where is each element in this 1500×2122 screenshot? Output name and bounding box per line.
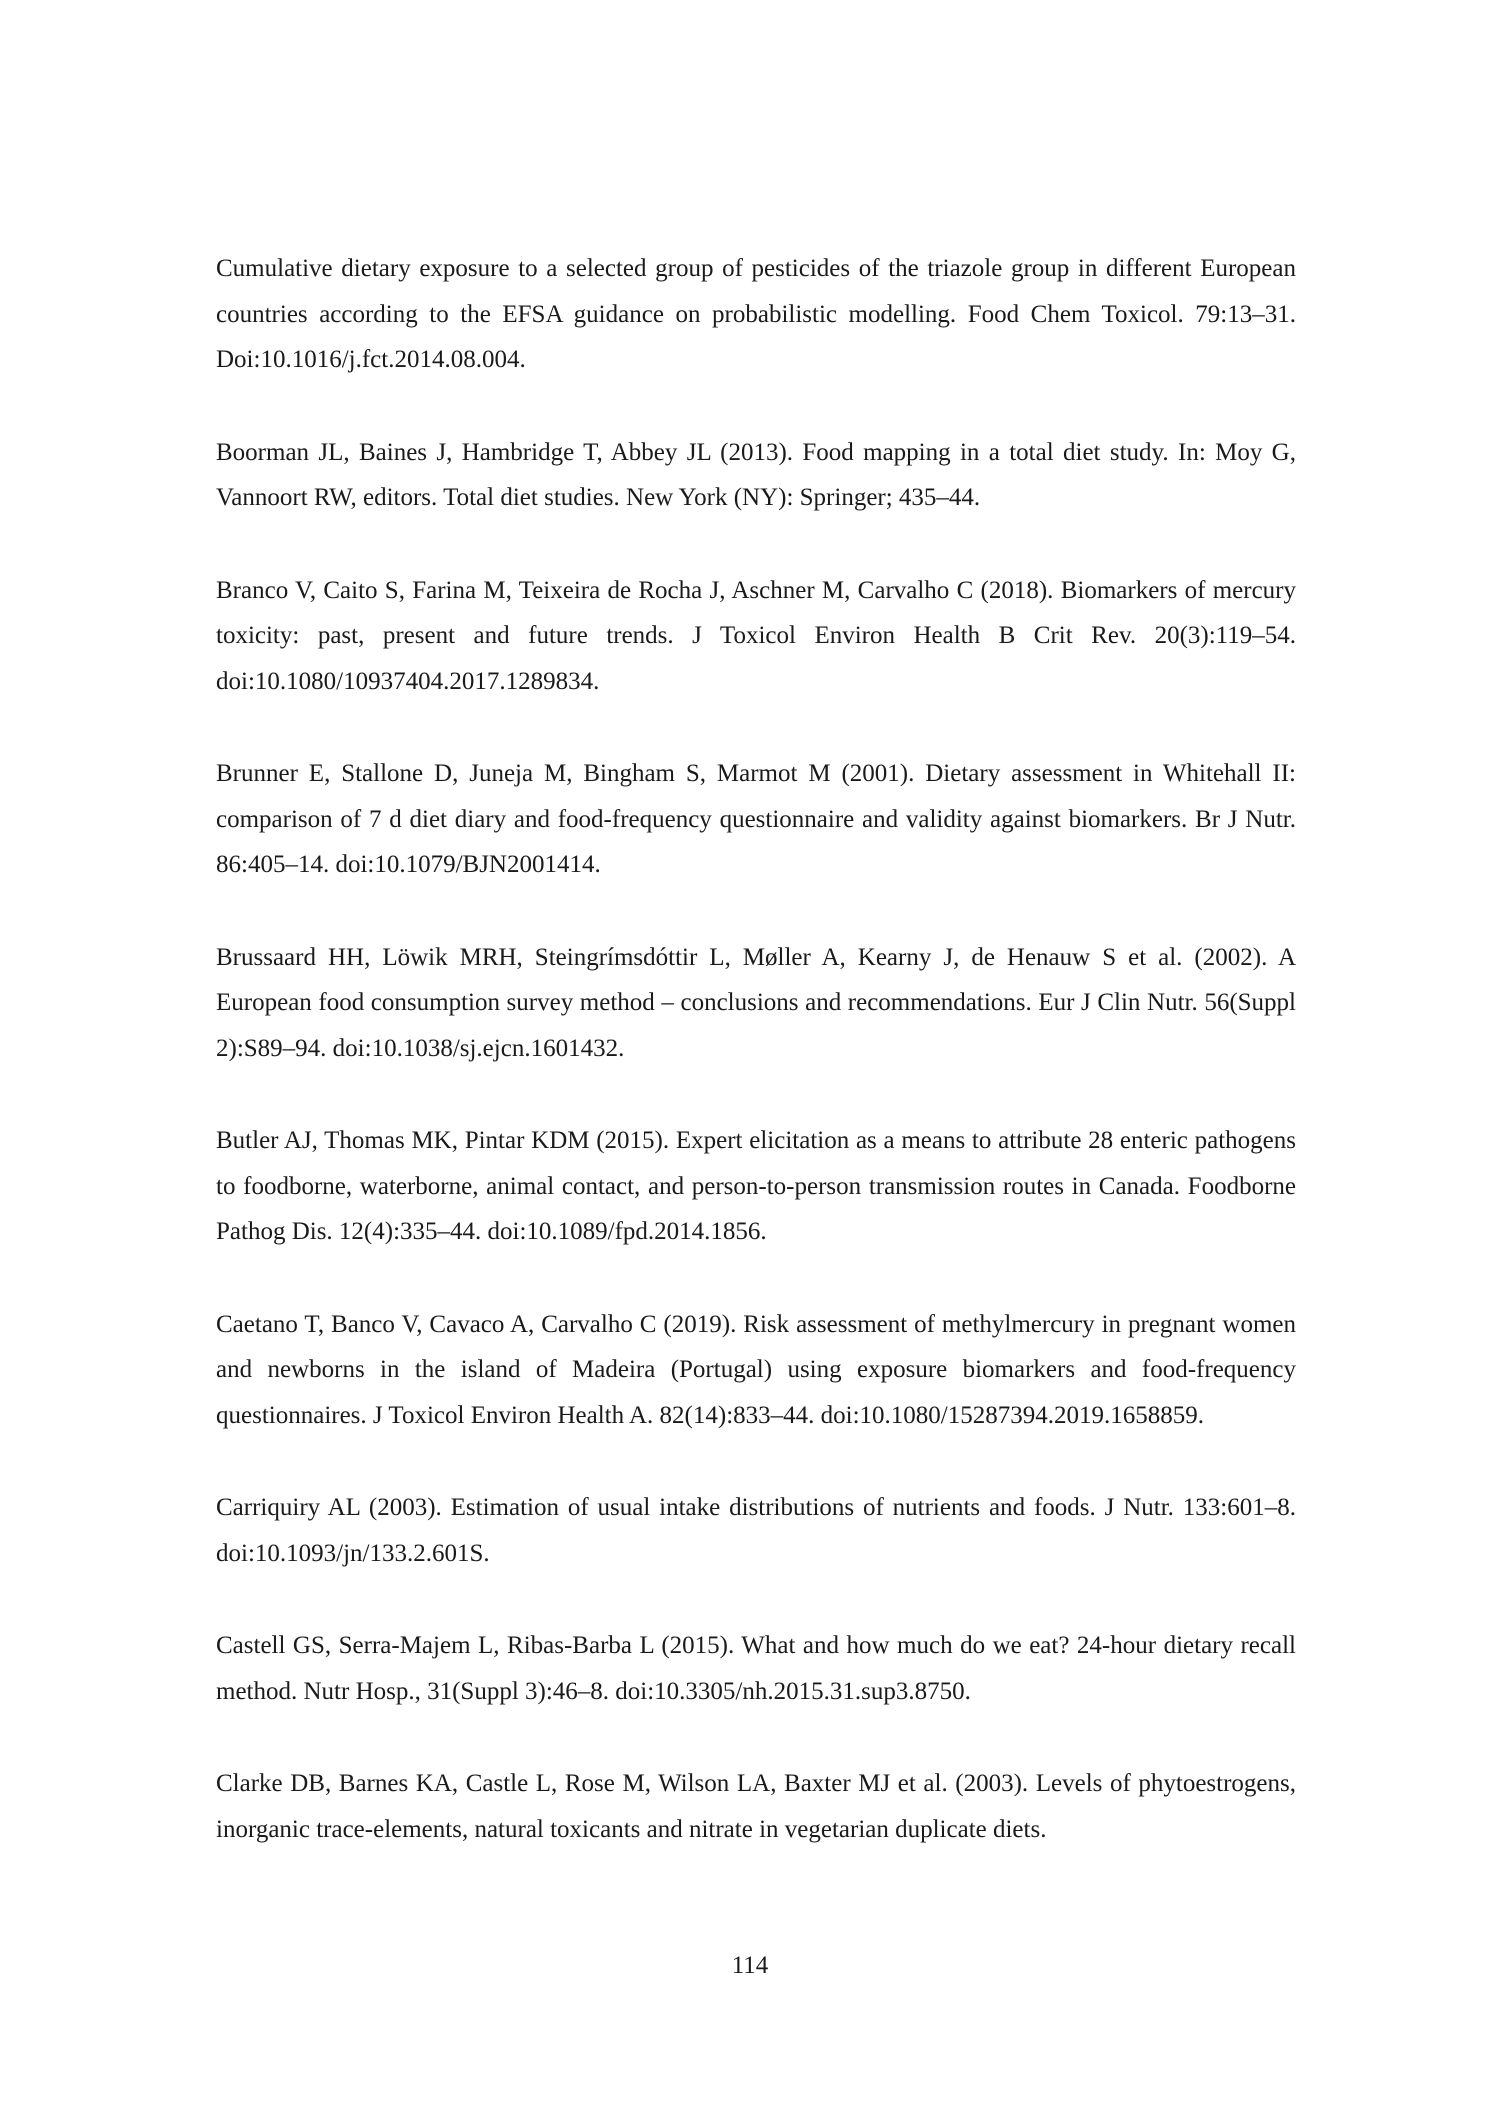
reference-entry: Brussaard HH, Löwik MRH, Steingrímsdóttir L, Møller A, Kearny J, de Henauw S et al. (2002). A European food consumption survey method – conclusions and recommendations. Eur J Clin Nutr. 56(Suppl 2):S89–94. doi:10.1038/sj.ejcn.1601432.	[216, 943, 1296, 1062]
reference-entry: Carriquiry AL (2003). Estimation of usual intake distributions of nutrients and foods. J Nutr. 133:601–8. doi:10.1093/jn/133.2.601S.	[216, 1494, 1296, 1567]
reference-entry: Butler AJ, Thomas MK, Pintar KDM (2015). Expert elicitation as a means to attribute 28 enteric pathogens to foodborne, waterborne, animal contact, and person-to-person transmission routes in Canada. Foodborne Pathog Dis. 12(4):335–44. doi:10.1089/fpd.2014.1856.	[216, 1127, 1296, 1245]
page-number: 114	[731, 1952, 769, 1979]
reference-entry: Castell GS, Serra-Majem L, Ribas-Barba L (2015). What and how much do we eat? 24-hour dietary recall method. Nutr Hosp., 31(Suppl 3):46–8. doi:10.3305/nh.2015.31.sup3.8750.	[216, 1632, 1296, 1705]
reference-list	[216, 246, 1296, 1852]
reference-entry: Cumulative dietary exposure to a selected group of pesticides of the triazole group in different European countries according to the EFSA guidance on probabilistic modelling. Food Chem Toxicol. 79:13–31. Doi:10.1016/j.fct.2014.08.004.	[216, 255, 1296, 373]
reference-entry: Brunner E, Stallone D, Juneja M, Bingham S, Marmot M (2001). Dietary assessment in Whitehall II: comparison of 7 d diet diary and food-frequency questionnaire and validity against biomarkers. Br J Nutr. 86:405–14. doi:10.1079/BJN2001414.	[216, 760, 1296, 878]
reference-entry: Branco V, Caito S, Farina M, Teixeira de Rocha J, Aschner M, Carvalho C (2018). Biomarkers of mercury toxicity: past, present and future trends. J Toxicol Environ Health B Crit Rev. 20(3):119–54. doi:10.1080/10937404.2017.1289834.	[216, 576, 1296, 695]
reference-entry: Caetano T, Banco V, Cavaco A, Carvalho C (2019). Risk assessment of methylmercury in pregnant women and newborns in the island of Madeira (Portugal) using exposure biomarkers and food-frequency questionnaires. J Toxicol Environ Health A. 82(14):833–44. doi:10.1080/15287394.2019.1658859.	[216, 1310, 1296, 1429]
reference-entry: Clarke DB, Barnes KA, Castle L, Rose M, Wilson LA, Baxter MJ et al. (2003). Levels of phytoestrogens, inorganic trace-elements, natural toxicants and nitrate in vegetarian duplicate diets.	[216, 1770, 1296, 1843]
reference-entry: Boorman JL, Baines J, Hambridge T, Abbey JL (2013). Food mapping in a total diet study. In: Moy G, Vannoort RW, editors. Total diet studies. New York (NY): Springer; 435–44.	[216, 438, 1296, 511]
